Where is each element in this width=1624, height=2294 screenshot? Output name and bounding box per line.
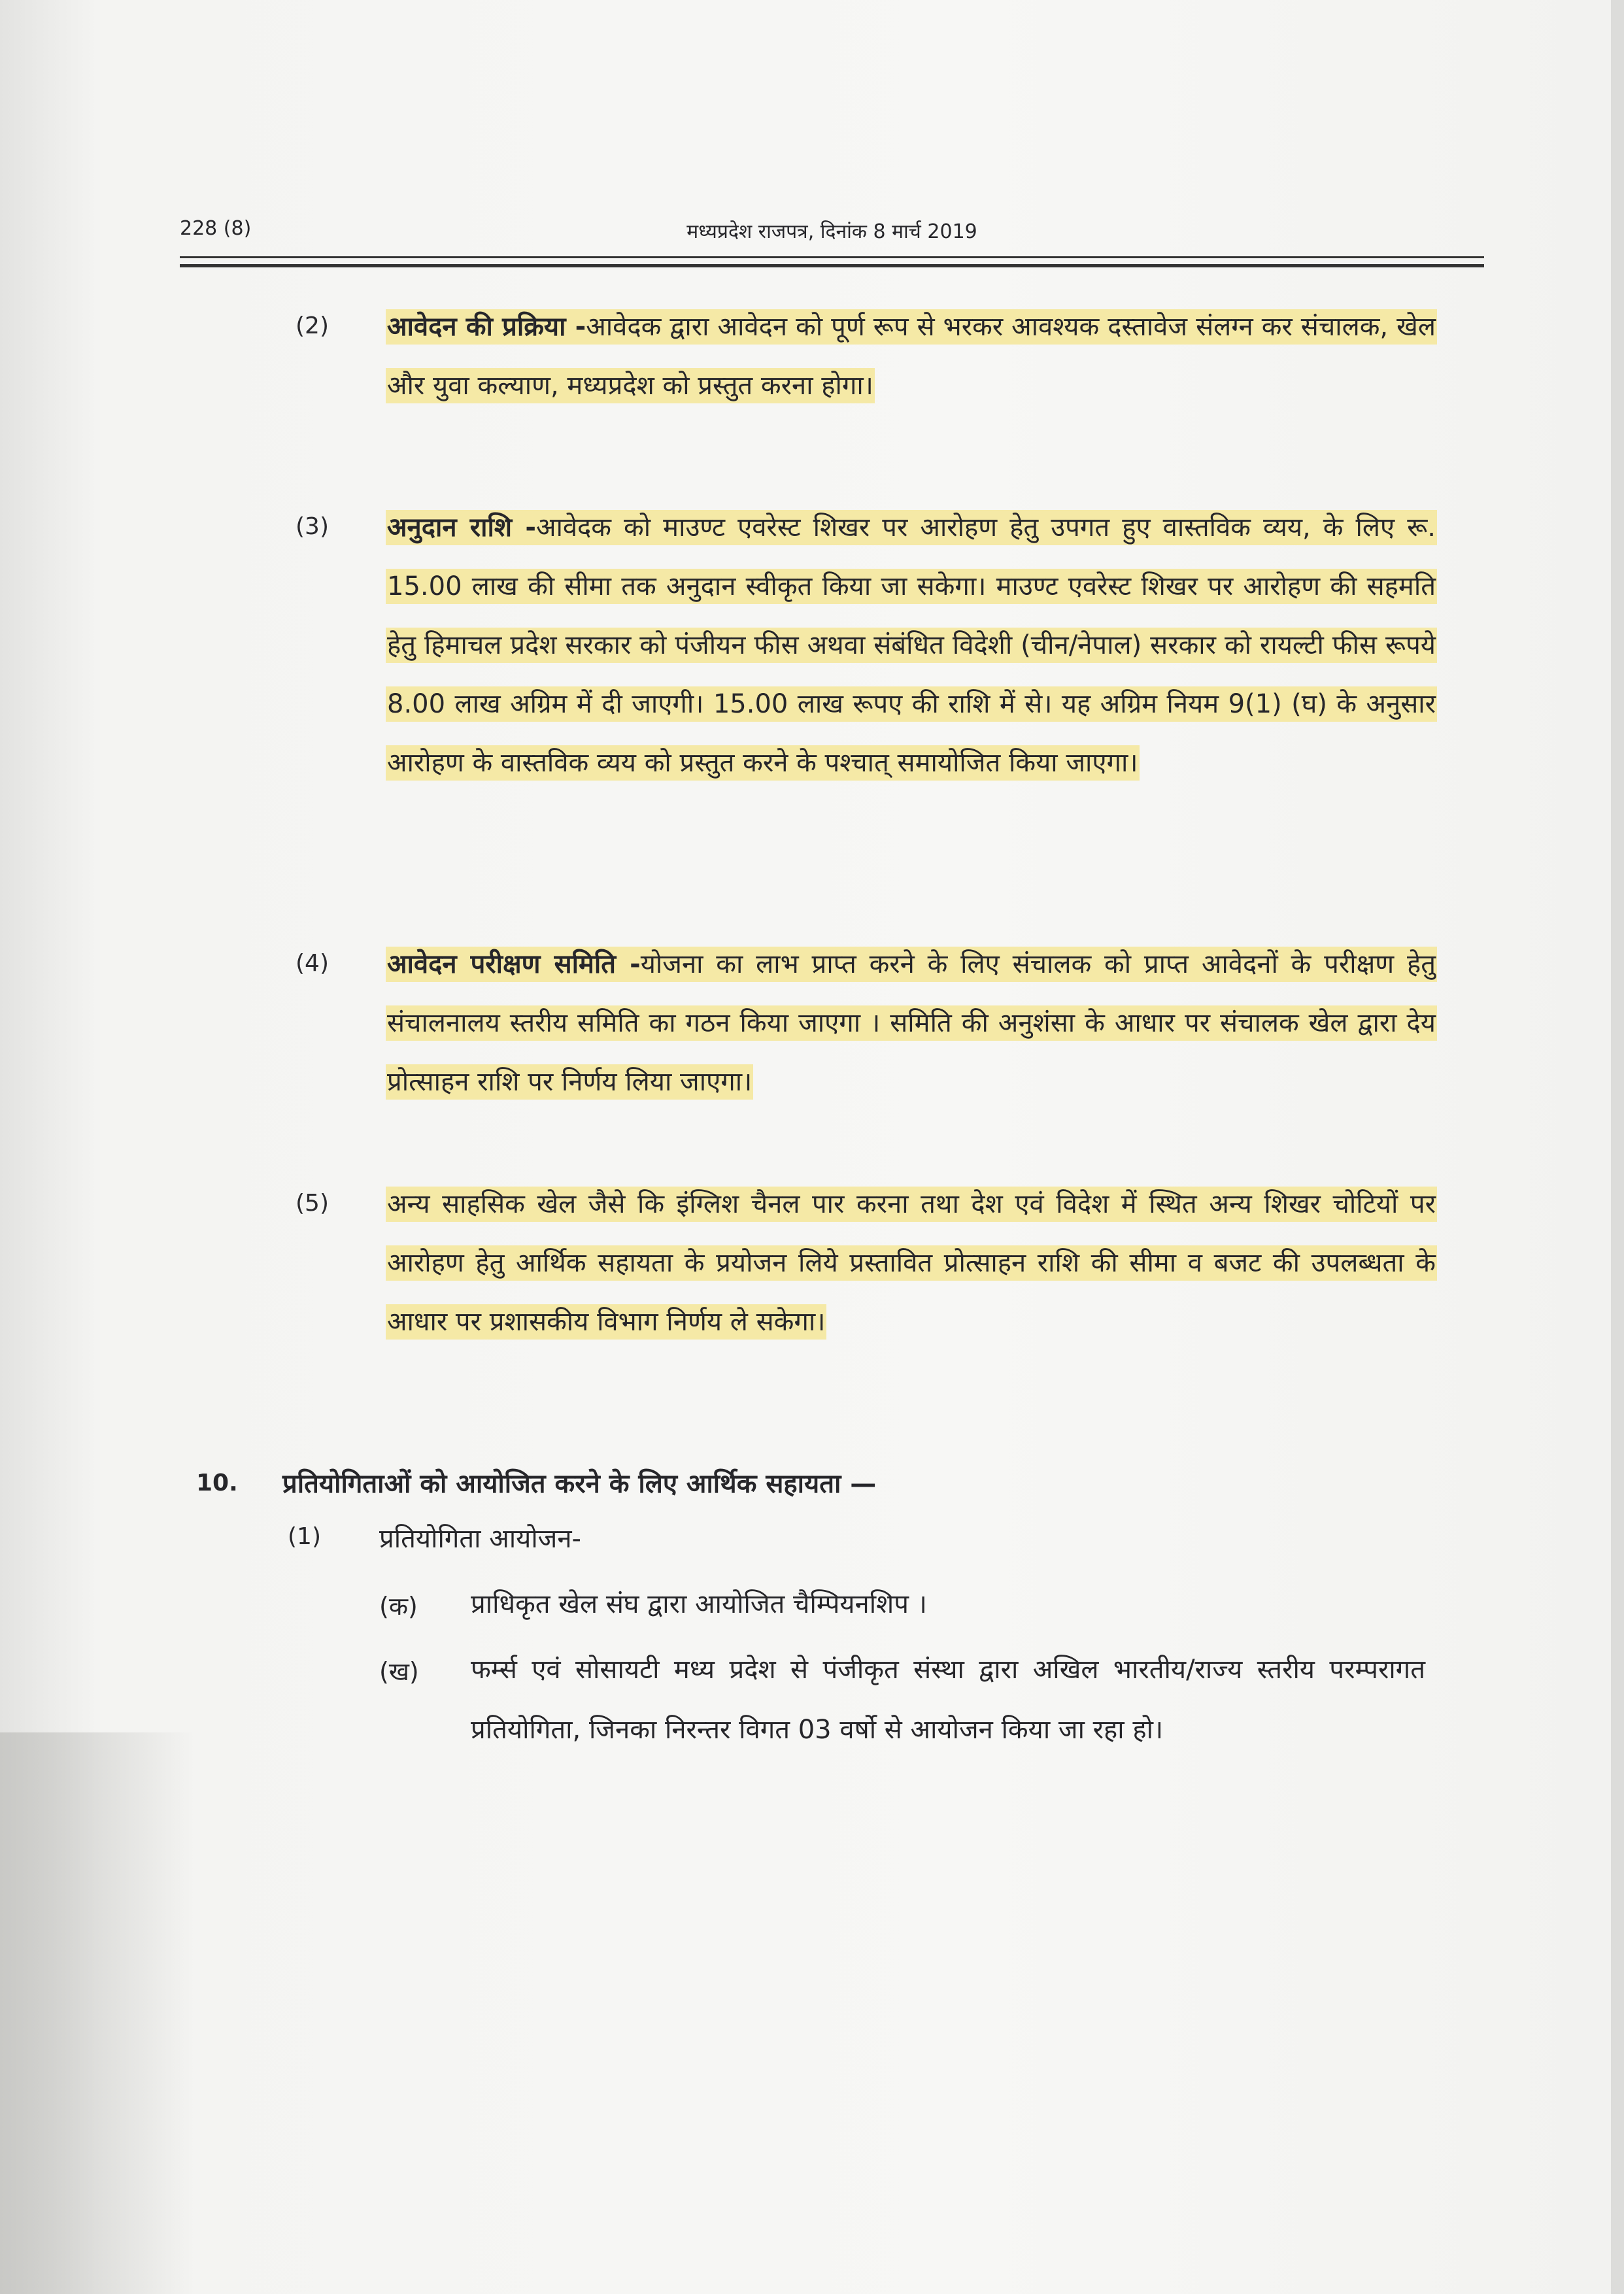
clause-text: अन्य साहसिक खेल जैसे कि इंग्लिश चैनल पार करना तथा देश एवं विदेश में स्थित अन्य शिखर चोटियों पर आरोहण हेतु आर्थिक सहायता के प्रयोजन लिये प्रस्तावित प्रोत्साहन राशि की सीमा व बजट की उपलब्धता के आधार पर प्रशासकीय विभाग निर्णय ले सकेगा।: [387, 1189, 1436, 1337]
clause-text: आवेदक द्वारा आवेदन को पूर्ण रूप से भरकर आवश्यक दस्तावेज संलग्न कर संचालक, खेल और युवा कल्याण, मध्यप्रदेश को प्रस्तुत करना होगा।: [387, 312, 1436, 401]
clause-4-paragraph: [386, 935, 1437, 1111]
subsection-title: प्रतियोगिता आयोजन-: [379, 1524, 581, 1554]
gazette-title: मध्यप्रदेश राजपत्र, दिनांक 8 मार्च 2019: [686, 220, 977, 243]
clause-text: आवेदक को माउण्ट एवरेस्ट शिखर पर आरोहण हेतु उपगत हुए वास्तविक व्यय, के लिए रू. 15.00 लाख की सीमा तक अनुदान स्वीकृत किया जा सकेगा। माउण्ट एवरेस्ट शिखर पर आरोहण की सहमति हेतु हिमाचल प्रदेश सरकार को पंजीयन फीस अथवा संबंधित विदेशी (चीन/नेपाल) सरकार को रायल्टी फीस रूपये 8.00 लाख अग्रिम में दी जाएगी। 15.00 लाख रूपए की राशि में से। यह अग्रिम नियम 9(1) (घ) के अनुसार आरोहण के वास्तविक व्यय को प्रस्तुत करने के पश्चात् समायोजित किया जाएगा।: [387, 513, 1436, 778]
clause-text: योजना का लाभ प्राप्त करने के लिए संचालक को प्राप्त आवेदनों के परीक्षण हेतु संचालनालय स्तरीय समिति का गठन किया जाएगा । समिति की अनुशंसा के आधार पर संचालक खेल द्वारा देय प्रोत्साहन राशि पर निर्णय लिया जाएगा।: [387, 949, 1436, 1097]
scan-shadow: [0, 1732, 196, 2294]
item-number: (क): [379, 1592, 418, 1621]
clause-number: (5): [296, 1190, 329, 1217]
section-title: प्रतियोगिताओं को आयोजित करने के लिए आर्थिक सहायता —: [282, 1469, 877, 1499]
clause-number: (2): [296, 312, 329, 339]
item-text: प्राधिकृत खेल संघ द्वारा आयोजित चैम्पियनशिप ।: [471, 1589, 927, 1619]
header-rule-thick: [180, 264, 1484, 267]
clause-heading: आवेदन की प्रक्रिया -: [387, 312, 586, 342]
item-number: (ख): [379, 1657, 419, 1686]
clause-number: (3): [296, 513, 329, 540]
gazette-header: [180, 217, 1484, 243]
clause-3-paragraph: [386, 498, 1437, 792]
header-rule-thin: [180, 256, 1484, 258]
subsection-number: (1): [288, 1523, 321, 1550]
page-edge-shadow: [1611, 0, 1624, 2294]
clause-heading: आवेदन परीक्षण समिति -: [387, 949, 641, 979]
page-number: 228 (8): [180, 217, 252, 240]
item-text: फर्म्स एवं सोसायटी मध्य प्रदेश से पंजीकृत संस्था द्वारा अखिल भारतीय/राज्य स्तरीय परम्परागत प्रतियोगिता, जिनका निरन्तर विगत 03 वर्षो से आयोजन किया जा रहा हो।: [471, 1655, 1425, 1745]
clause-heading: अनुदान राशि -: [387, 513, 536, 543]
clause-2-paragraph: [386, 297, 1437, 415]
clause-5-paragraph: [386, 1175, 1437, 1351]
clause-number: (4): [296, 950, 329, 977]
section-number: 10.: [196, 1470, 238, 1496]
